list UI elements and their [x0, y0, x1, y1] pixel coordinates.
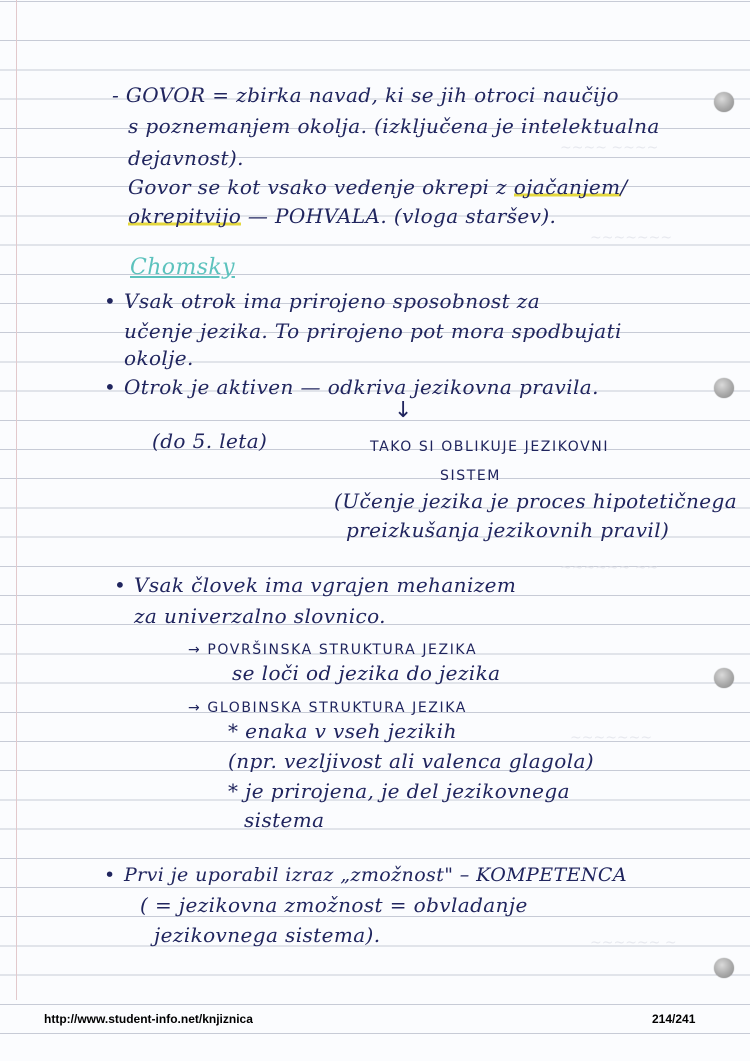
show-through: ~~~~~~ ~~: [560, 560, 659, 576]
bullet-item: • Vsak človek ima vgrajen mehanizem: [134, 572, 516, 598]
arrow-down-icon: ↓: [394, 398, 413, 423]
note-text: Govor se kot vsako vedenje okrepi z: [128, 175, 514, 199]
note-line: okolje.: [124, 346, 194, 370]
binder-hole: [714, 958, 734, 978]
show-through: ~~~~~~~: [590, 230, 673, 246]
note-line: * enaka v vseh jezikih: [228, 719, 457, 743]
note-line: * je prirojena, je del jezikovnega: [228, 779, 570, 803]
show-through: ~~~~~~ ~: [590, 935, 677, 951]
note-line: [128, 203, 556, 229]
note-line: ( = jezikovna zmožnost = obvladanje: [140, 893, 528, 917]
highlighted-term: ojačanjem: [513, 175, 621, 199]
note-line: jezikovnega sistema).: [154, 923, 381, 947]
bullet-item: • Prvi je uporabil izraz „zmožnost" – KOMPETENCA: [124, 862, 627, 888]
note-line: dejavnost).: [128, 146, 244, 170]
note-line: → POVRŠINSKA STRUKTURA JEZIKA: [188, 642, 478, 658]
bullet-item: • Vsak otrok ima prirojeno sposobnost za: [124, 288, 540, 314]
note-line: → GLOBINSKA STRUKTURA JEZIKA: [188, 700, 467, 716]
note-line: (npr. vezljivost ali valenca glagola): [228, 749, 595, 773]
note-line: - GOVOR = zbirka navad, ki se jih otroci naučijo: [112, 83, 619, 107]
section-heading: Chomsky: [130, 255, 235, 280]
page-number: 214/241: [652, 1012, 696, 1026]
binder-hole: [714, 92, 734, 112]
note-line: [128, 174, 628, 200]
note-line: TAKO SI OBLIKUJE JEZIKOVNI: [370, 439, 610, 455]
binder-hole: [714, 378, 734, 398]
note-line: (Učenje jezika je proces hipotetičnega: [334, 489, 738, 513]
note-line: učenje jezika. To prirojeno pot mora spodbujati: [124, 319, 622, 343]
note-line: (do 5. leta): [152, 429, 268, 453]
highlighted-term: okrepitvijo: [128, 204, 242, 228]
bullet-item: • Otrok je aktiven — odkriva jezikovna pravila.: [124, 374, 599, 400]
footer-url: http://www.student-info.net/knjiznica: [44, 1012, 253, 1026]
note-text: — POHVALA. (vloga staršev).: [241, 204, 557, 228]
show-through: ~~~~~~~: [570, 730, 653, 746]
show-through: ~~~~ ~~~~: [560, 140, 659, 156]
note-line: s poznemanjem okolja. (izključena je intelektualna: [128, 114, 660, 138]
note-line: sistema: [244, 808, 325, 832]
binder-hole: [714, 668, 734, 688]
note-line: preizkušanja jezikovnih pravil): [346, 518, 670, 542]
note-text: /: [620, 175, 628, 199]
note-line: SISTEM: [440, 468, 501, 484]
note-line: za univerzalno slovnico.: [134, 604, 386, 628]
note-line: se loči od jezika do jezika: [232, 661, 501, 685]
